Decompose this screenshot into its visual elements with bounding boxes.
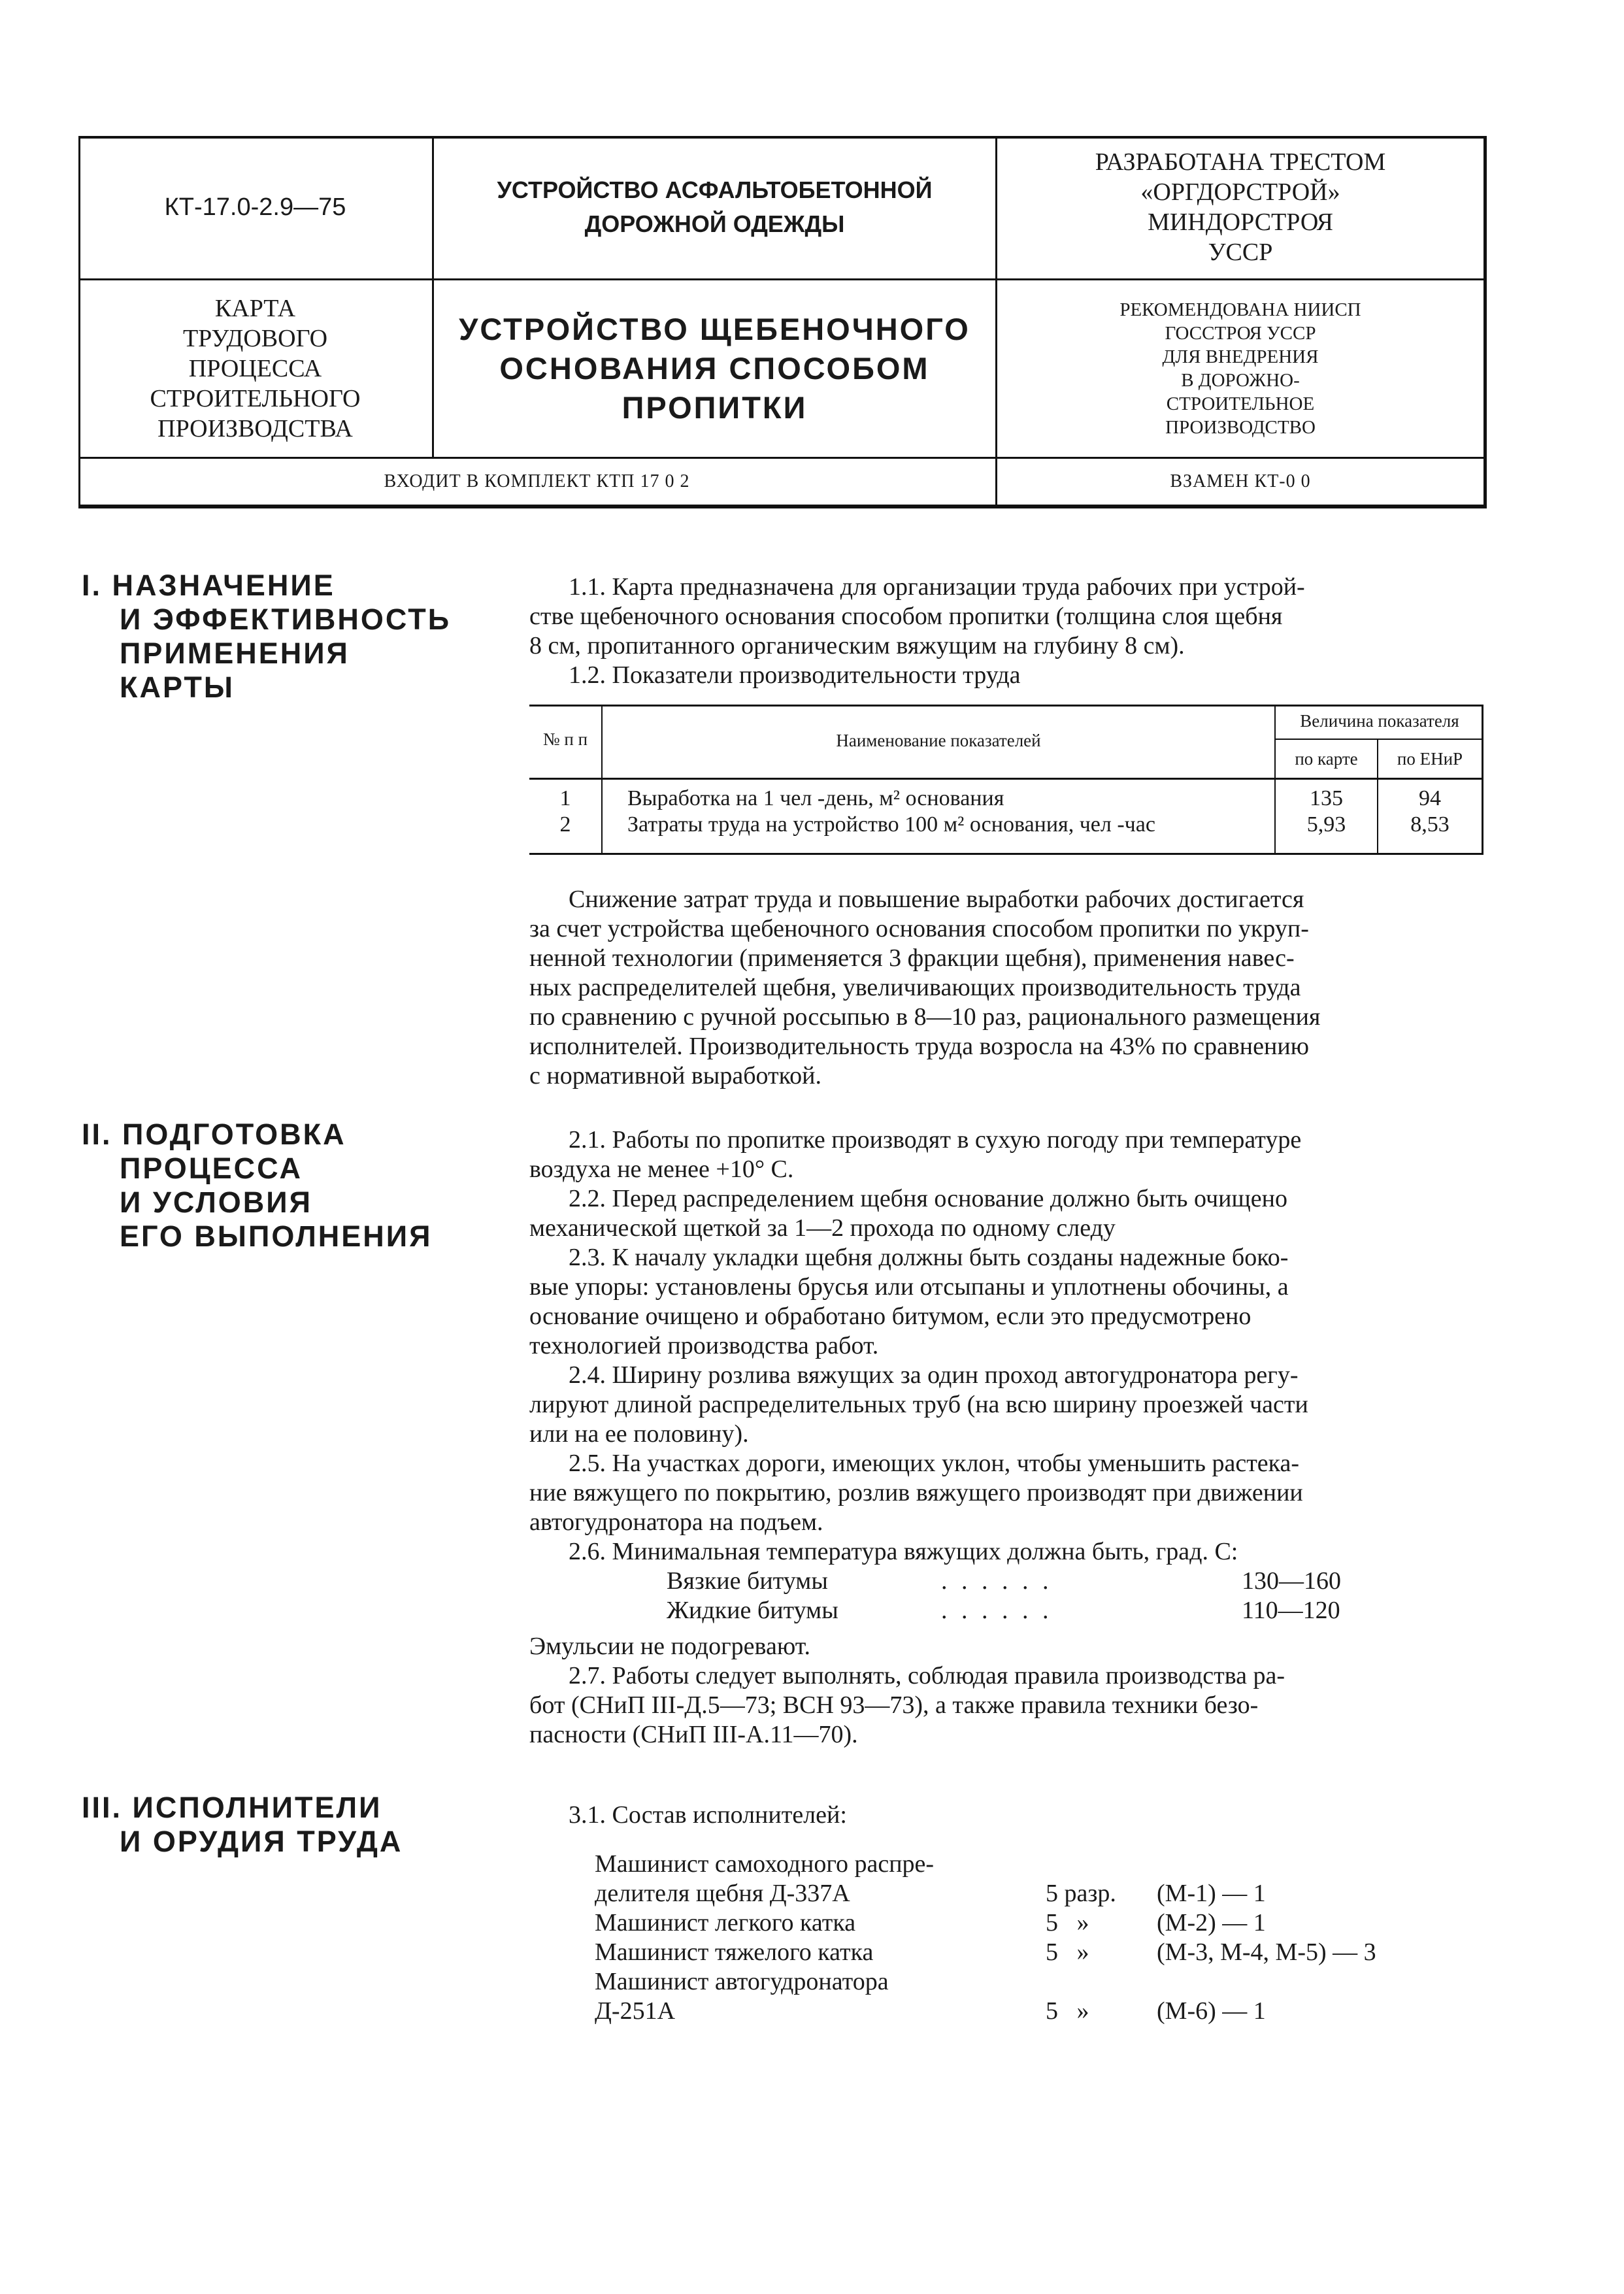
table-header-name: Наименование показателей (836, 731, 1041, 750)
text-line: 2.3. К началу укладки щебня должны быть созданы надежные боко- (569, 1244, 1289, 1271)
worker-rank: 5 » (1046, 1938, 1089, 1966)
section-heading-line: ПРИМЕНЕНИЯ (120, 637, 350, 670)
binder-name: Вязкие битумы (667, 1567, 828, 1595)
text-line: стве щебеночного основания способом пропитки (толщина слоя щебня (529, 603, 1283, 630)
worker-item (595, 1938, 1483, 1967)
binder-name: Жидкие битумы (667, 1597, 838, 1624)
recommendation-line: ДЛЯ ВНЕДРЕНИЯ (1162, 346, 1319, 367)
table-header-by-enir: по ЕНиР (1397, 749, 1463, 769)
table-row-2-name: Затраты труда на устройство 100 м² основания, чел -час (627, 812, 1155, 837)
table-row-2-enir: 8,53 (1410, 812, 1450, 837)
document-type-line: ПРОЦЕССА (188, 355, 322, 382)
document-code-text: КТ-17.0-2.9—75 (164, 193, 346, 221)
table-subheader-divider (1274, 739, 1483, 740)
temperature-row (529, 1596, 1483, 1625)
section-heading-line: КАРТЫ (120, 671, 235, 704)
text-line: ние вяжущего по покрытию, розлив вяжущего производят при движении (529, 1479, 1303, 1506)
worker-name: Машинист тяжелого катка (595, 1938, 874, 1966)
text-line: 2.7. Работы следует выполнять, соблюдая правила производства ра- (569, 1662, 1285, 1689)
document-type (78, 280, 432, 457)
recommendation-line: В ДОРОЖНО- (1181, 370, 1300, 391)
worker-rank: 5 » (1046, 1909, 1089, 1937)
section-heading-line: II. ПОДГОТОВКА (82, 1118, 346, 1151)
header-bottom-border (78, 505, 1487, 508)
text-line: технологией производства работ. (529, 1332, 879, 1359)
worker-name-line: Машинист автогудронатора (595, 1968, 889, 1995)
text-line: лируют длиной распределительных труб (на всю ширину проезжей части (529, 1391, 1308, 1418)
text-line: основание очищено и обработано битумом, если это предусмотрено (529, 1303, 1251, 1330)
worker-name: Машинист легкого катка (595, 1909, 856, 1937)
section-heading-line: И ОРУДИЯ ТРУДА (120, 1825, 403, 1858)
text-line: 2.2. Перед распределением щебня основание должно быть очищено (569, 1185, 1287, 1212)
document-type-line: ТРУДОВОГО (182, 325, 328, 352)
section-heading-line: I. НАЗНАЧЕНИЕ (82, 569, 335, 602)
text-line: 2.6. Минимальная температура вяжущих должна быть, град. С: (569, 1538, 1238, 1565)
text-line-content: 8 см, пропитанного органическим вяжущим на глубину 8 см). (529, 632, 1185, 659)
text-line: или на ее половину). (529, 1420, 749, 1448)
main-title (434, 280, 995, 457)
worker-rank: 5 » (1046, 1997, 1089, 2025)
recommendation-line: ГОССТРОЯ УССР (1165, 323, 1316, 344)
table-row-2-number: 2 (559, 812, 571, 837)
performance-table (529, 705, 1483, 855)
text-line: ненной технологии (применяется 3 фракции щебня), применения навес- (529, 944, 1295, 972)
worker-name-line: Машинист самоходного распре- (595, 1850, 935, 1878)
worker-row (595, 1879, 1483, 1908)
workers-list (595, 1850, 1483, 2026)
header-block (78, 136, 1487, 508)
worker-row (595, 1997, 1483, 2026)
section-1-heading (82, 569, 451, 705)
table-header-number: № п п (542, 729, 588, 749)
section-2-heading (82, 1118, 433, 1254)
temperature-range: 110—120 (1242, 1597, 1340, 1624)
document-type-line: СТРОИТЕЛЬНОГО (150, 385, 361, 412)
recommendation-line: РЕКОМЕНДОВАНА НИИСП (1119, 299, 1361, 320)
table-col-divider-1 (601, 705, 603, 855)
worker-row (595, 1938, 1483, 1967)
section-3-heading (82, 1791, 403, 1859)
table-header-value: Величина показателя (1300, 711, 1459, 731)
text-line: 3.1. Состав исполнителей: (569, 1801, 847, 1829)
kit-reference (78, 459, 995, 505)
section-heading-line: И ЭФФЕКТИВНОСТЬ (120, 603, 452, 636)
worker-row (595, 1908, 1483, 1938)
table-bottom-border (529, 853, 1483, 855)
leader-dots: . . . . . . (941, 1567, 1053, 1595)
worker-rank: 5 разр. (1046, 1880, 1116, 1907)
text-line: 2.5. На участках дороги, имеющих уклон, чтобы уменьшить растека- (569, 1450, 1300, 1477)
section-heading-line: И УСЛОВИЯ (120, 1186, 312, 1219)
main-title-line: УСТРОЙСТВО ЩЕБЕНОЧНОГО (459, 312, 970, 346)
temperature-row (529, 1567, 1483, 1596)
text-line: механической щеткой за 1—2 прохода по одному следу (529, 1214, 1116, 1242)
worker-item (595, 1850, 1483, 1908)
main-title-line: ОСНОВАНИЯ СПОСОБОМ (499, 351, 930, 386)
recommendation-line: СТРОИТЕЛЬНОЕ (1166, 393, 1315, 414)
document-code (78, 136, 432, 278)
table-header-by-card: по карте (1295, 749, 1358, 769)
section-3-text (529, 1801, 1483, 1830)
developer-line: РАЗРАБОТАНА ТРЕСТОМ (1095, 148, 1386, 176)
table-row-1-number: 1 (559, 786, 571, 810)
developer-line: УССР (1208, 239, 1273, 266)
table-header-divider (529, 778, 1483, 780)
section-heading-line: ЕГО ВЫПОЛНЕНИЯ (120, 1220, 433, 1253)
worker-code: (М-6) — 1 (1157, 1997, 1266, 2025)
text-line: 2.4. Ширину розлива вяжущих за один проход автогудронатора регу- (569, 1361, 1299, 1389)
series-title (434, 136, 995, 278)
text-line: с нормативной выработкой. (529, 1062, 822, 1089)
worker-code: (М-2) — 1 (1157, 1909, 1266, 1937)
developer-line: МИНДОРСТРОЯ (1148, 208, 1333, 236)
table-row-2-card: 5,93 (1306, 812, 1346, 837)
table-top-border (529, 705, 1483, 706)
replaces-reference-text: ВЗАМЕН КТ-0 0 (1170, 471, 1311, 491)
main-title-line: ПРОПИТКИ (621, 390, 808, 425)
section-heading-line: III. ИСПОЛНИТЕЛИ (82, 1791, 382, 1824)
text-line: исполнителей. Производительность труда возросла на 43% по сравнению (529, 1033, 1310, 1060)
document-type-line: ПРОИЗВОДСТВА (157, 415, 353, 442)
table-row-1-enir: 94 (1419, 786, 1441, 810)
text-line: пасности (СНиП III-А.11—70). (529, 1721, 858, 1748)
text-line: ных распределителей щебня, увеличивающих производительность труда (529, 974, 1301, 1001)
developer-line: «ОРГДОРСТРОЙ» (1140, 178, 1340, 206)
efficiency-summary (529, 885, 1483, 1091)
recommendation-info (997, 280, 1483, 457)
document-type-line: КАРТА (214, 295, 296, 322)
section-heading-line: ПРОЦЕССА (120, 1152, 303, 1185)
text-line: вые упоры: установлены брусья или отсыпаны и уплотнены обочины, а (529, 1273, 1289, 1301)
developer-info (997, 136, 1483, 278)
replaces-reference (997, 459, 1483, 505)
text-line: бот (СНиП III-Д.5—73; ВСН 93—73), а также правила техники безо- (529, 1691, 1259, 1719)
worker-code: (М-3, М-4, М-5) — 3 (1157, 1938, 1376, 1966)
worker-code: (М-1) — 1 (1157, 1880, 1266, 1907)
worker-name: делителя щебня Д-337А (595, 1880, 850, 1907)
text-line: 2.1. Работы по пропитке производят в сухую погоду при температуре (569, 1126, 1302, 1154)
worker-item (595, 1908, 1483, 1938)
paragraph-1-1 (529, 573, 1483, 690)
series-title-line: УСТРОЙСТВО АСФАЛЬТОБЕТОННОЙ (497, 176, 933, 203)
text-line: Эмульсии не подогревают. (529, 1633, 810, 1660)
text-line: 1.2. Показатели производительности труда (569, 661, 1021, 689)
text-line: автогудронатора на подъем. (529, 1508, 823, 1536)
section-2-text (529, 1125, 1483, 1750)
table-row-1-name: Выработка на 1 чел -день, м² основания (627, 786, 1004, 810)
table-row-1-card: 135 (1310, 786, 1343, 810)
worker-name: Д-251А (595, 1997, 676, 2025)
text-line: по сравнению с ручной россыпью в 8—10 раз, рационального размещения (529, 1003, 1321, 1031)
temperature-range: 130—160 (1242, 1567, 1341, 1595)
leader-dots: . . . . . . (941, 1597, 1053, 1624)
text-line: 1.1. Карта предназначена для организации труда рабочих при устрой- (569, 573, 1305, 601)
series-title-line: ДОРОЖНОЙ ОДЕЖДЫ (584, 210, 845, 237)
text-line: Снижение затрат труда и повышение выработки рабочих достигается (569, 886, 1304, 913)
text-line (529, 631, 1483, 661)
kit-reference-text: ВХОДИТ В КОМПЛЕКТ КТП 17 0 2 (384, 471, 690, 491)
worker-item (595, 1967, 1483, 2026)
header-right-border (1483, 136, 1487, 508)
text-line: воздуха не менее +10° С. (529, 1155, 794, 1183)
recommendation-line: ПРОИЗВОДСТВО (1165, 417, 1316, 438)
text-line: за счет устройства щебеночного основания способом пропитки по укруп- (529, 915, 1309, 942)
